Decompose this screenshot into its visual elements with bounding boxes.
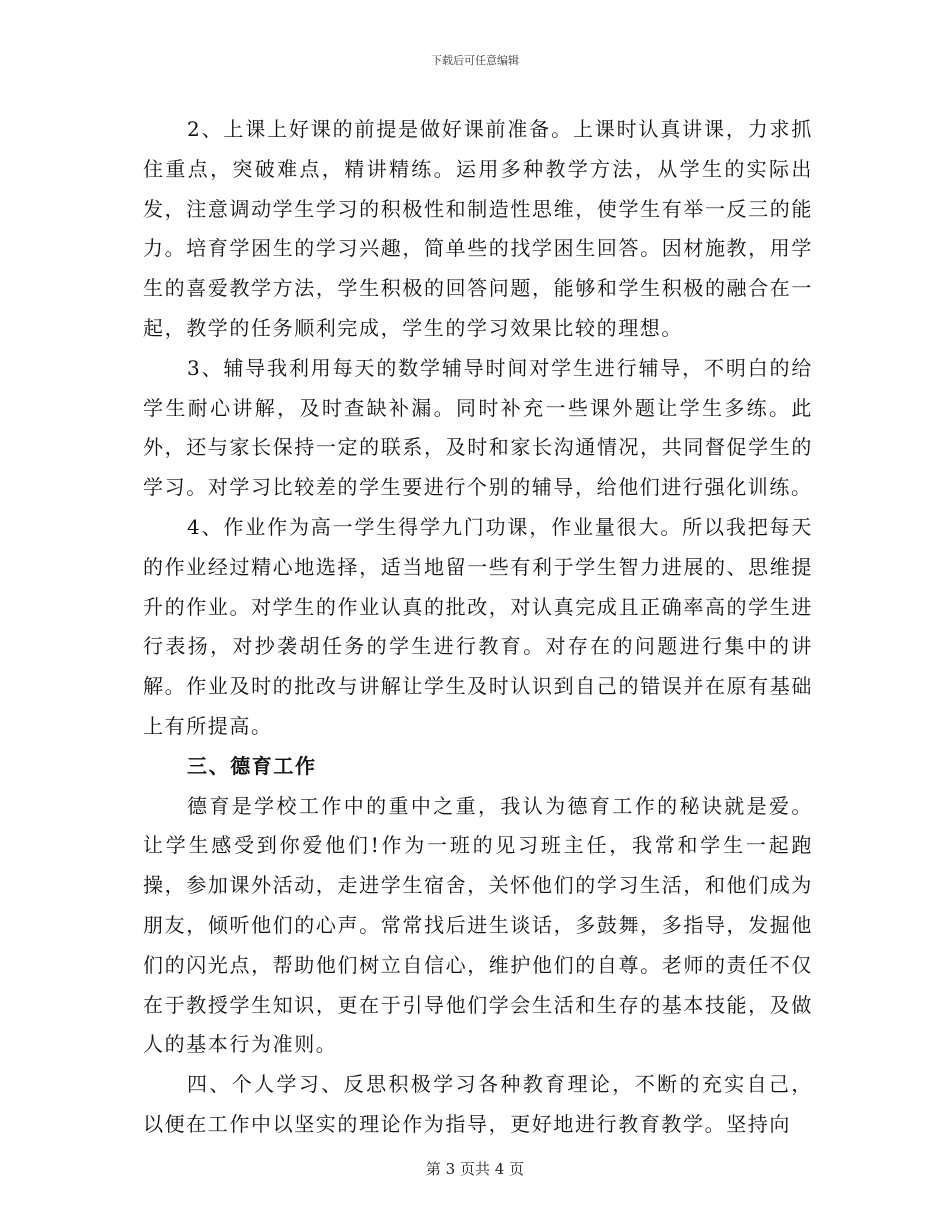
paragraph-personal-study: 四、个人学习、反思积极学习各种教育理论，不断的充实自己，以便在工作中以坚实的理论作为指导，更好地进行教育教学。坚持向 — [143, 1072, 813, 1136]
paragraph-moral-education: 德育是学校工作中的重中之重，我认为德育工作的秘诀就是爱。让学生感受到你爱他们!作为一班的见习班主任，我常和学生一起跑操，参加课外活动，走进学生宿舍，关怀他们的学习生活，和他们成为朋友，倾听他们的心声。常常找后进生谈话，多鼓舞，多指导，发掘他们的闪光点，帮助他们树立自信心，维护他们的自尊。老师的责任不仅在于教授学生知识，更在于引导他们学会生活和生存的基本技能，及做人的基本行为准则。 — [143, 793, 813, 1057]
paragraph-homework: 4、作业作为高一学生得学九门功课，作业量很大。所以我把每天的作业经过精心地选择，适当地留一些有利于学生智力进展的、思维提升的作业。对学生的作业认真的批改，对认真完成且正确率高的学生进行表扬，对抄袭胡任务的学生进行教育。对存在的问题进行集中的讲解。作业及时的批改与讲解让学生及时认识到自己的错误并在原有基础上有所提高。 — [143, 514, 813, 738]
paragraph-class-preparation: 2、上课上好课的前提是做好课前准备。上课时认真讲课，力求抓住重点，突破难点，精讲精练。运用多种教学方法，从学生的实际出发，注意调动学生学习的积极性和制造性思维，使学生有举一反三的能力。培育学困生的学习兴趣，简单些的找学困生回答。因材施教，用学生的喜爱教学方法，学生积极的回答问题，能够和学生积极的融合在一起，教学的任务顺利完成，学生的学习效果比较的理想。 — [143, 117, 813, 340]
page-header: 下载后可任意编辑 — [431, 54, 519, 67]
page-number: 第 3 页共 4 页 — [425, 1160, 525, 1178]
paragraph-tutoring: 3、辅导我利用每天的数学辅导时间对学生进行辅导，不明白的给学生耐心讲解，及时查缺补漏。同时补充一些课外题让学生多练。此外，还与家长保持一定的联系，及时和家长沟通情况，共同督促学生的学习。对学习比较差的学生要进行个别的辅导，给他们进行强化训练。 — [143, 355, 813, 500]
document-body — [143, 110, 813, 1145]
section-heading-moral-education: 三、德育工作 — [187, 753, 317, 778]
